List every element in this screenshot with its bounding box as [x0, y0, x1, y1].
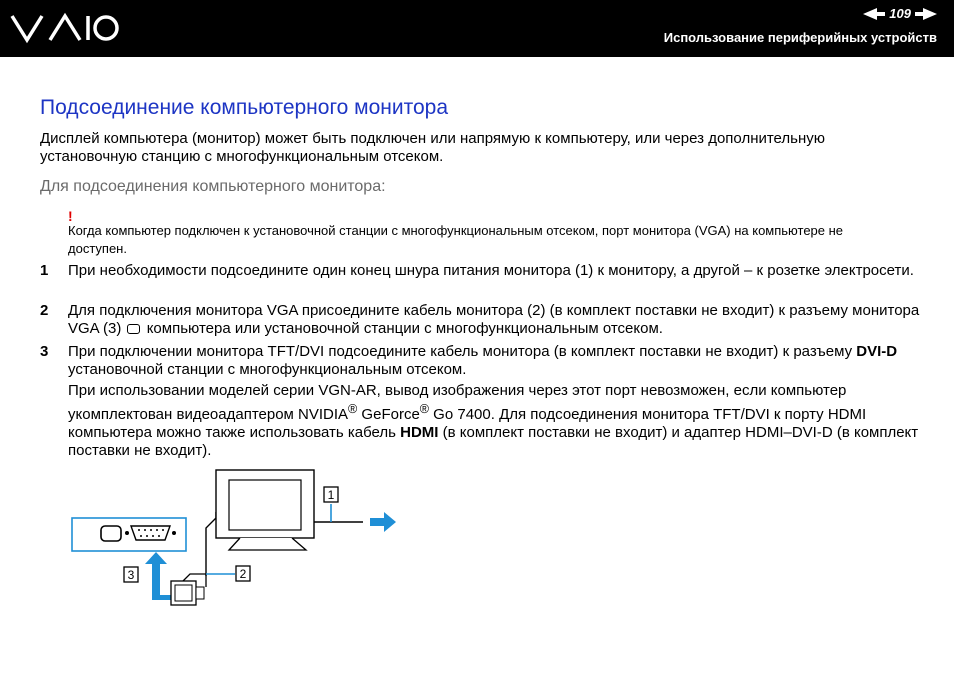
step-1 — [40, 262, 920, 280]
prev-page-arrow-icon[interactable] — [863, 8, 885, 20]
svg-text:3: 3 — [127, 568, 135, 582]
callout-2 — [236, 566, 250, 581]
page-navigation — [863, 6, 937, 21]
port-name: DVI-D — [856, 343, 898, 360]
procedure-heading: Для подсоединения компьютерного монитора: — [40, 178, 386, 195]
step-number: 1 — [40, 262, 49, 279]
step-text: Для подключения монитора VGA присоедините кабель монитора (2) (в комплект поставки не входит) к разъему монитора VGA (3) компьютера или установочной станции с многофункциональным отсеком. — [68, 302, 920, 337]
page-header — [0, 0, 954, 57]
page-title: Подсоединение компьютерного монитора — [40, 96, 449, 119]
callout-1 — [324, 487, 338, 502]
connection-diagram — [0, 460, 420, 640]
callout-3 — [124, 567, 138, 582]
step-3-extra — [40, 382, 920, 460]
svg-text:1: 1 — [327, 488, 335, 502]
page-number: 109 — [889, 6, 911, 21]
step-number: 3 — [40, 343, 49, 360]
vga-port-icon — [131, 526, 170, 540]
note-text: Когда компьютер подключен к установочной станции с многофункциональным отсеком, порт монитора (VGA) на компьютере не доступен. — [68, 223, 844, 256]
next-page-arrow-icon[interactable] — [915, 8, 937, 20]
computer-port-panel — [72, 518, 186, 551]
warning-mark-icon: ! — [68, 208, 73, 224]
cable-name: HDMI — [400, 424, 439, 441]
monitor-cable — [206, 512, 216, 576]
port-symbol-icon — [101, 526, 121, 541]
step-2 — [40, 302, 920, 338]
step-text: При подключении монитора TFT/DVI подсоедините кабель монитора (в комплект поставки не входит) к разъему DVI-D установочной станции с многофункциональным отсеком. — [68, 343, 898, 378]
step-number: 2 — [40, 302, 49, 319]
vga-port-icon — [127, 324, 140, 334]
intro-paragraph: Дисплей компьютера (монитор) может быть подключен или напрямую к компьютеру, или через дополнительную установочную станцию с многофункциональным отсеком. — [40, 130, 826, 165]
vaio-logo — [10, 12, 120, 44]
step-3 — [40, 343, 920, 379]
step-text: При необходимости подсоедините один конец шнура питания монитора (1) к монитору, а другой – к розетке электросети. — [68, 262, 914, 279]
extra-paragraph: При использовании моделей серии VGN-AR, вывод изображения через этот порт невозможен, если компьютер укомплектован видеоадаптером NVIDIA® GeForce® Go 7400. Для подсоединения монитора TFT/DVI к порту HDMI компьютера можно также использовать кабель HDMI (в комплект поставки не входит) и адаптер HDMI–DVI-D (в комплект поставки не входит). — [68, 382, 919, 459]
power-outlet-arrow-icon — [370, 512, 396, 532]
svg-text:2: 2 — [239, 567, 247, 581]
section-title: Использование периферийных устройств — [663, 30, 937, 45]
